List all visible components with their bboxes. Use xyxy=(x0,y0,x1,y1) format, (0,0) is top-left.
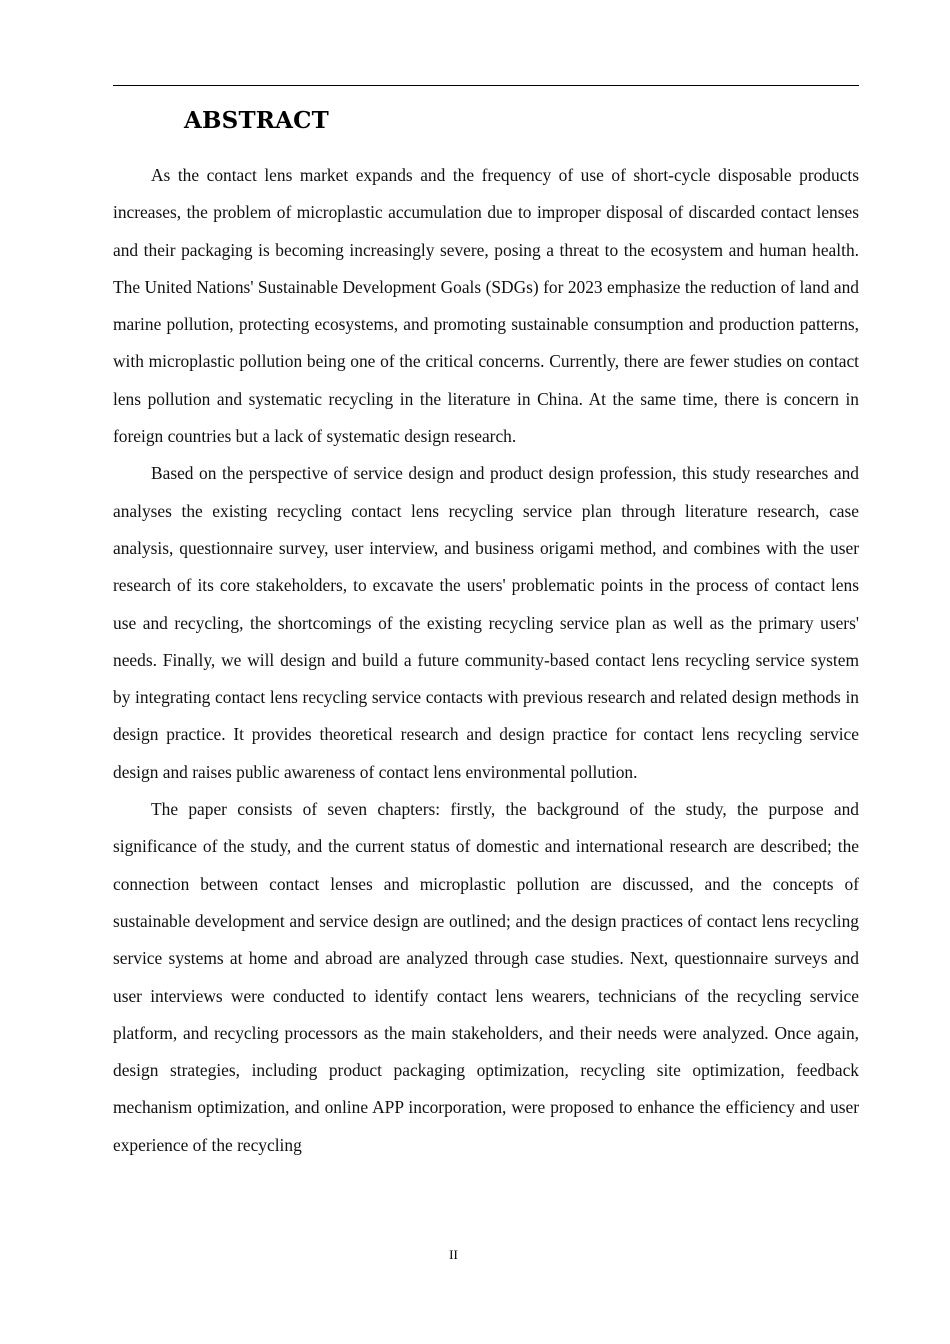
abstract-paragraph-1: As the contact lens market expands and the frequency of use of short-cycle disposable products increases, the problem of microplastic accumulation due to improper disposal of discarded contact lenses and their packaging is becoming increasingly severe, posing a threat to the ecosystem and human health. The United Nations' Sustainable Development Goals (SDGs) for 2023 emphasize the reduction of land and marine pollution, protecting ecosystems, and promoting sustainable consumption and production patterns, with microplastic pollution being one of the critical concerns. Currently, there are fewer studies on contact lens pollution and systematic recycling in the literature in China. At the same time, there is concern in foreign countries but a lack of systematic design research. xyxy=(113,165,859,447)
abstract-paragraph-3: The paper consists of seven chapters: firstly, the background of the study, the purpose and significance of the study, and the current status of domestic and international research are described; the connection between contact lenses and microplastic pollution are discussed, and the concepts of sustainable development and service design are outlined; and the design practices of contact lens recycling service systems at home and abroad are analyzed through case studies. Next, questionnaire surveys and user interviews were conducted to identify contact lens wearers, technicians of the recycling service platform, and recycling processors as the main stakeholders, and their needs were analyzed. Once again, design strategies, including product packaging optimization, recycling site optimization, feedback mechanism optimization, and online APP incorporation, were proposed to enhance the efficiency and user experience of the recycling xyxy=(113,799,859,1155)
abstract-heading: ABSTRACT xyxy=(184,107,329,134)
header-rule xyxy=(113,85,859,86)
abstract-paragraph-2: Based on the perspective of service design and product design profession, this study researches and analyses the existing recycling contact lens recycling service plan through literature research, case analysis, questionnaire survey, user interview, and business origami method, and combines with the user research of its core stakeholders, to excavate the users' problematic points in the process of contact lens use and recycling, the shortcomings of the existing recycling service plan as well as the primary users' needs. Finally, we will design and build a future community-based contact lens recycling service system by integrating contact lens recycling service contacts with previous research and related design methods in design practice. It provides theoretical research and design practice for contact lens recycling service design and raises public awareness of contact lens environmental pollution. xyxy=(113,463,859,782)
abstract-body xyxy=(113,157,859,1164)
page-number: II xyxy=(449,1247,458,1262)
